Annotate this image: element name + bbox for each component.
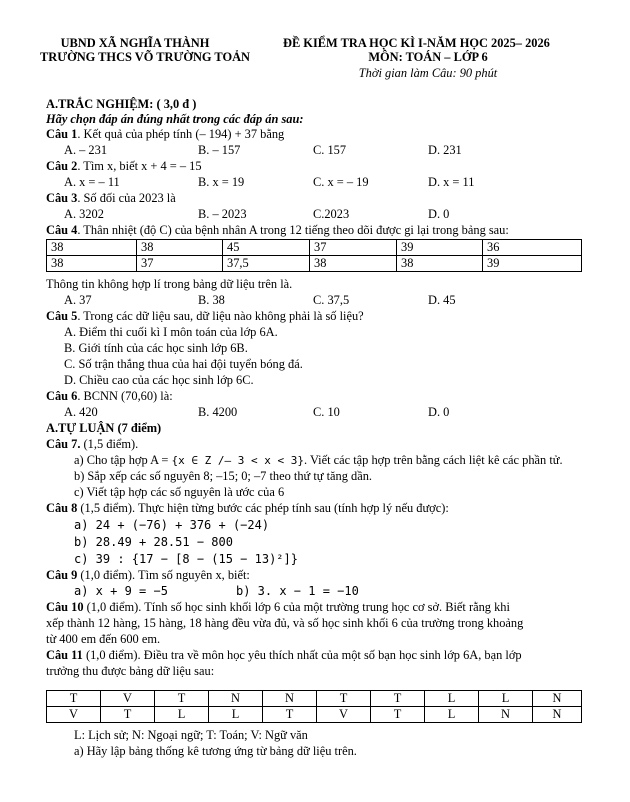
table-cell: 38 [47,256,137,272]
q7-part-c: c) Viết tập hợp các số nguyên là ước của 6 [74,485,285,499]
table-cell: V [101,691,155,707]
table-row [47,240,582,256]
subject-survey-table [46,690,582,723]
q5-option-c: C. Số trận thắng thua của hai đội tuyển bóng đá. [64,357,303,371]
q3-option-c: C.2023 [313,207,350,221]
table-cell: L [155,707,209,723]
school-name: TRƯỜNG THCS VÕ TRƯỜNG TOẢN [40,50,250,64]
q7-part-b: b) Sắp xếp các số nguyên 8; –15; 0; –7 theo thứ tự tăng dần. [74,469,373,483]
table-cell: N [533,691,582,707]
q5-option-b: B. Giới tính của các học sinh lớp 6B. [64,341,248,355]
time-line: Thời gian làm Câu: 90 phút [358,66,498,80]
q6-option-c: C. 10 [313,405,340,419]
table-cell: 38 [310,256,397,272]
table-cell: 37,5 [223,256,310,272]
question-4: Câu 4. Thân nhiệt (độ C) của bệnh nhân A trong 12 tiếng theo dõi được gi lại trong bảng sau: [46,223,509,237]
q5-option-d: D. Chiều cao của các học sinh lớp 6C. [64,373,254,387]
table-cell: 38 [47,240,137,256]
table-cell: N [479,707,533,723]
q6-option-d: D. 0 [428,405,450,419]
question-9: Câu 9 (1,0 điểm). Tìm số nguyên x, biết: [46,568,250,582]
q8-part-b: b) 28.49 + 28.51 − 800 [74,535,233,549]
table-cell: 37 [310,240,397,256]
q2-option-c: C. x = – 19 [313,175,369,189]
q5-option-a: A. Điểm thi cuối kì I môn toán của lớp 6A. [64,325,278,339]
q4-option-c: C. 37,5 [313,293,350,307]
q4-option-d: D. 45 [428,293,456,307]
partA-title: A.TRẮC NGHIỆM: ( 3,0 đ ) [46,97,197,111]
table-cell: 39 [483,256,582,272]
q2-option-d: D. x = 11 [428,175,475,189]
table-cell: L [479,691,533,707]
table-cell: 38 [137,240,223,256]
q1-option-a: A. – 231 [64,143,108,157]
q6-option-b: B. 4200 [198,405,238,419]
table-cell: N [263,691,317,707]
table-cell: L [425,691,479,707]
subject-line: MÔN: TOÁN – LỚP 6 [368,50,488,64]
table-cell: 36 [483,240,582,256]
q3-option-b: B. – 2023 [198,207,247,221]
q2-option-a: A. x = – 11 [64,175,120,189]
q3-option-d: D. 0 [428,207,450,221]
table-cell: L [209,707,263,723]
q8-part-a: a) 24 + (−76) + 376 + (−24) [74,518,270,532]
question-2: Câu 2. Tìm x, biết x + 4 = – 15 [46,159,202,173]
table-cell: 38 [397,256,483,272]
table-cell: V [47,707,101,723]
table-row [47,256,582,272]
q1-option-c: C. 157 [313,143,347,157]
exam-title: ĐỀ KIỂM TRA HỌC KÌ I-NĂM HỌC 2025– 2026 [283,36,550,50]
question-1: Câu 1. Kết quả của phép tính (– 194) + 37 bằng [46,127,285,141]
q8-part-c: c) 39 : {17 − [8 − (15 − 13)²]} [74,552,298,566]
table-cell: V [317,707,371,723]
question-3: Câu 3. Số đối của 2023 là [46,191,176,205]
question-6: Câu 6. BCNN (70,60) là: [46,389,173,403]
partA-instruction: Hãy chọn đáp án đúng nhất trong các đáp án sau: [46,112,304,126]
q11-line2: trưởng thu được bảng dữ liệu sau: [46,664,215,678]
q11-legend: L: Lịch sử; N: Ngoại ngữ; T: Toán; V: Ngữ văn [74,728,308,742]
question-5: Câu 5. Trong các dữ liệu sau, dữ liệu nào không phải là số liệu? [46,309,364,323]
table-cell: T [317,691,371,707]
q9-part-a: a) x + 9 = −5 [74,584,168,598]
table-row [47,707,582,723]
table-cell: N [209,691,263,707]
q2-option-b: B. x = 19 [198,175,245,189]
question-10: Câu 10 (1,0 điểm). Tính số học sinh khối lớp 6 của một trường trung học cơ sở. Biết rằng khi [46,600,510,614]
q4-option-b: B. 38 [198,293,225,307]
table-cell: T [371,707,425,723]
q4-option-a: A. 37 [64,293,92,307]
table-row [47,691,582,707]
q3-option-a: A. 3202 [64,207,104,221]
school-authority: UBND XÃ NGHĨA THÀNH [60,36,210,50]
temperature-table [46,239,582,272]
q10-line3: từ 400 em đến 600 em. [46,632,161,646]
table-cell: 45 [223,240,310,256]
q1-option-d: D. 231 [428,143,462,157]
question-7: Câu 7. (1,5 điểm). [46,437,139,451]
table-cell: T [101,707,155,723]
q4-after-text: Thông tin không hợp lí trong bảng dữ liệu trên là. [46,277,293,291]
q10-line2: xếp thành 12 hàng, 15 hàng, 18 hàng đều vừa đủ, và số học sinh khối 6 của trường trong khoảng [46,616,524,630]
table-cell: T [263,707,317,723]
question-8: Câu 8 (1,5 điểm). Thực hiện từng bước các phép tính sau (tính hợp lý nếu được): [46,501,449,515]
table-cell: T [371,691,425,707]
question-11: Câu 11 (1,0 điểm). Điều tra về môn học yêu thích nhất của một số bạn học sinh lớp 6A, bạn lớp [46,648,522,662]
table-cell: T [47,691,101,707]
table-cell: T [155,691,209,707]
table-cell: N [533,707,582,723]
table-cell: L [425,707,479,723]
q9-part-b: b) 3. x − 1 = −10 [236,584,359,598]
table-cell: 37 [137,256,223,272]
q7-part-a: a) Cho tập hợp A = {x ∈ Z /– 3 < x < 3}. Viết các tập hợp trên bằng cách liệt kê các phần tử. [74,453,563,467]
q11-part-a: a) Hãy lập bảng thống kê tương ứng từ bảng dữ liệu trên. [74,744,357,758]
q1-option-b: B. – 157 [198,143,241,157]
partB-title: A.TỰ LUẬN (7 điểm) [46,421,162,435]
table-cell: 39 [397,240,483,256]
q6-option-a: A. 420 [64,405,98,419]
